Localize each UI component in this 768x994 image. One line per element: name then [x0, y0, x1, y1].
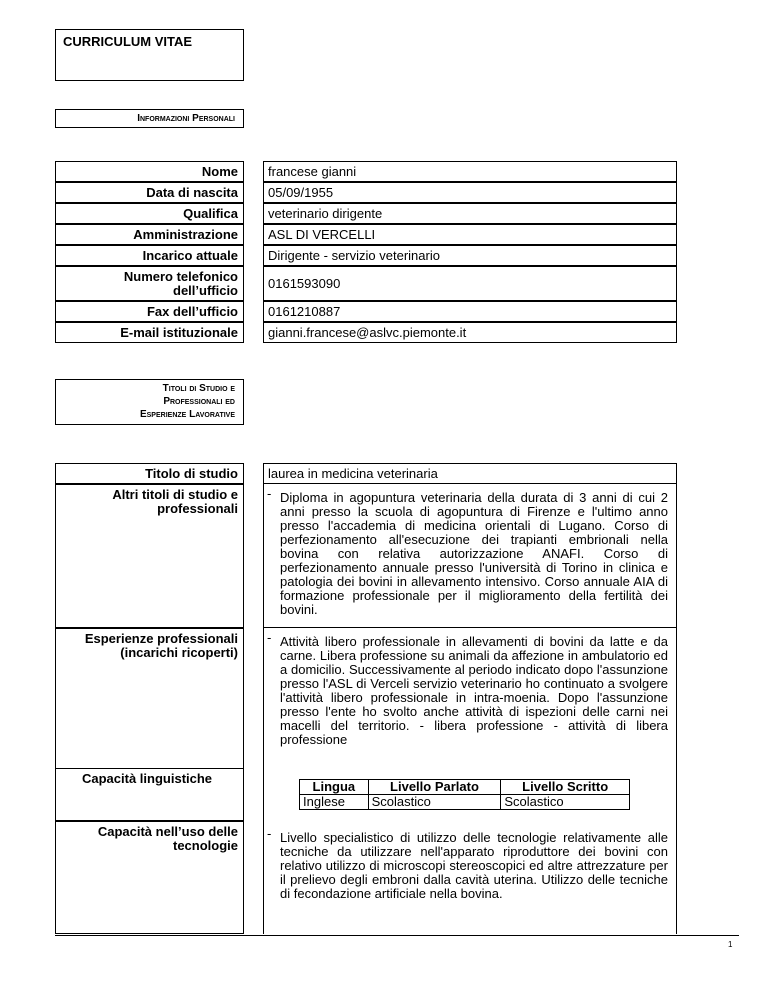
section-heading-personal	[55, 109, 244, 128]
label-amministrazione: Amministrazione	[55, 224, 244, 245]
value-altri-titoli-box	[263, 484, 677, 628]
label-fax: Fax dell’ufficio	[55, 301, 244, 322]
col-livello-scritto: Livello Scritto	[501, 780, 630, 795]
cell-parlato: Scolastico	[368, 795, 501, 810]
value-qualifica: veterinario dirigente	[263, 203, 677, 224]
table-row	[300, 795, 630, 810]
section-titles-line3: Esperienze Lavorative	[139, 409, 235, 420]
cv-title-box	[55, 29, 244, 81]
value-amministrazione: ASL DI VERCELLI	[263, 224, 677, 245]
value-email: gianni.francese@aslvc.piemonte.it	[263, 322, 677, 343]
bullet-dash: -	[267, 486, 272, 501]
value-fax: 0161210887	[263, 301, 677, 322]
label-tecnologie: Capacità nell’uso delle tecnologie	[55, 821, 244, 934]
value-esperienze: Attività libero professionale in allevamenti di bovini da latte e da carne. Libera professione su animali da affezione in ambulatorio ed a domicilio. Successivamente al periodo indicato dopo l'assunzione presso l'ASL di Verceli servizio veterinario ho continuato a svolgere l'attività libero professionale in intra-moenia. Dopo l'assunzione presso l'ente ho svolto anche attività di ispezioni delle carni nei macelli del territorio. - libera professione - attività di libera professione	[280, 634, 668, 747]
label-data-nascita: Data di nascita	[55, 182, 244, 203]
value-nome: francese gianni	[263, 161, 677, 182]
bullet-dash: -	[267, 826, 272, 841]
label-email: E-mail istituzionale	[55, 322, 244, 343]
language-table	[299, 779, 630, 810]
label-incarico: Incarico attuale	[55, 245, 244, 266]
footer-rule	[55, 935, 739, 936]
label-altri-titoli: Altri titoli di studio e professionali	[55, 484, 244, 628]
label-lingue: Capacità linguistiche	[55, 769, 244, 821]
value-tecnologie-box	[263, 821, 677, 934]
label-esperienze: Esperienze professionali (incarichi ricoperti)	[55, 628, 244, 769]
label-nome: Nome	[55, 161, 244, 182]
col-lingua: Lingua	[300, 780, 369, 795]
section-personal-label: Informazioni Personali	[137, 113, 235, 124]
section-titles-line1: Titoli di Studio e	[162, 383, 235, 394]
value-incarico: Dirigente - servizio veterinario	[263, 245, 677, 266]
label-titolo-studio: Titolo di studio	[55, 463, 244, 484]
page-number: 1	[728, 940, 733, 949]
label-telefono: Numero telefonico dell’ufficio	[55, 266, 244, 301]
cv-title: CURRICULUM VITAE	[63, 34, 193, 49]
language-table-header	[300, 780, 630, 795]
value-tecnologie: Livello specialistico di utilizzo delle tecnologie relativamente alle tecniche da utilizzare nell'apparato riproduttore dei bovini con relativo utilizzo di microscopi stereoscopici ed altre attrezzature per il prelievo degli embroni dalla cavità uterina. Utilizzo delle tecniche di fecondazione artificiale nella bovina.	[280, 830, 668, 901]
cell-scritto: Scolastico	[501, 795, 630, 810]
bullet-dash: -	[267, 630, 272, 645]
value-altri-titoli: Diploma in agopuntura veterinaria della durata di 3 anni di cui 2 anni presso la scuola di agopuntura di Firenze e l'ultimo anno presso l'accademia di medicina orientali di Lugano. Corso di perfezionamento all'esecuzione dei trapianti embrionali nella bovina con relativa autorizzazione ANAFI. Corso di perfezionamento annuale presso l'università di Torino in clinica e patologia dei bovini in allevamento intensivo. Corso annuale AIA di formazione professionale per il miglioramento della fertilità dei bovini.	[280, 490, 668, 617]
cell-lingua: Inglese	[300, 795, 369, 810]
value-esperienze-box	[263, 628, 677, 769]
value-titolo-studio: laurea in medicina veterinaria	[263, 463, 677, 484]
label-qualifica: Qualifica	[55, 203, 244, 224]
value-data-nascita: 05/09/1955	[263, 182, 677, 203]
col-livello-parlato: Livello Parlato	[368, 780, 501, 795]
section-titles-line2: Professionali ed	[163, 396, 235, 407]
value-telefono: 0161593090	[263, 266, 677, 301]
section-heading-titles	[55, 379, 244, 425]
